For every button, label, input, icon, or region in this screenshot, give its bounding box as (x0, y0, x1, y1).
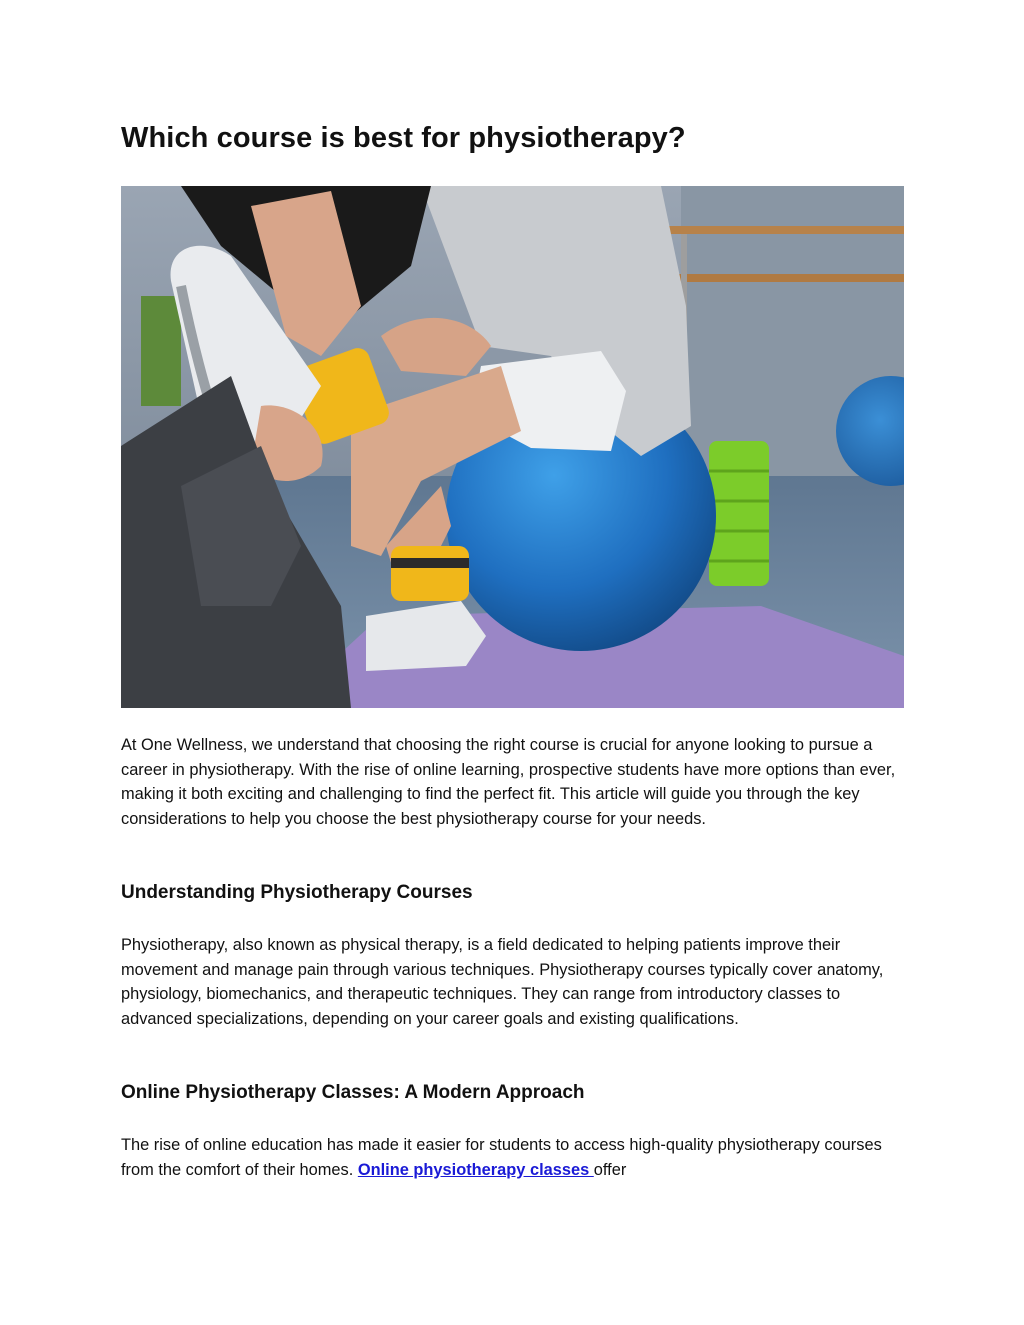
section-heading-understanding: Understanding Physiotherapy Courses (121, 882, 473, 903)
section-paragraph-understanding: Physiotherapy, also known as physical therapy, is a field dedicated to helping patients improve their movement and manage pain through various techniques. Physiotherapy courses typically cover anatomy, physiology, biomechanics, and therapeutic techniques. They can range from introductory classes to advanced specializations, depending on your career goals and existing qualifications. (121, 936, 884, 1028)
paragraph-text-after-link: offer (593, 1160, 627, 1179)
section-heading-online-classes: Online Physiotherapy Classes: A Modern Approach (121, 1082, 585, 1103)
intro-paragraph: At One Wellness, we understand that choosing the right course is crucial for anyone looking to pursue a career in physiotherapy. With the rise of online learning, prospective students have more options than ever, making it both exciting and challenging to find the perfect fit. This article will guide you through the key considerations to help you choose the best physiotherapy course for your needs. (121, 736, 896, 828)
paragraph-text-before-link: The rise of online education has made it easier for students to access high-quality physiotherapy courses from the comfort of their homes. (121, 1136, 882, 1179)
section-paragraph-online-classes (121, 1133, 904, 1182)
online-physiotherapy-classes-link[interactable]: Online physiotherapy classes (357, 1160, 594, 1179)
physiotherapy-photo (121, 186, 904, 708)
page-title: Which course is best for physiotherapy? (121, 122, 686, 154)
